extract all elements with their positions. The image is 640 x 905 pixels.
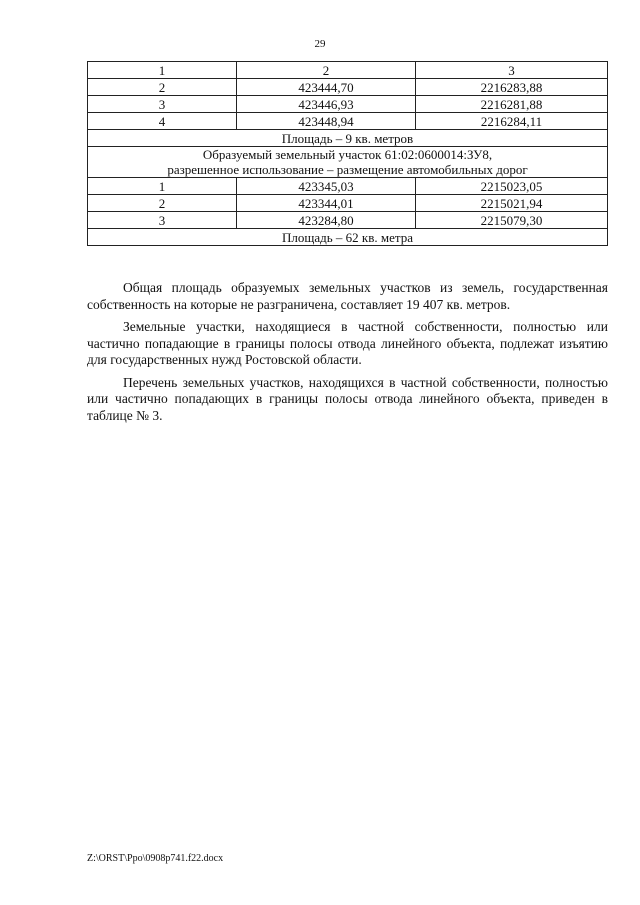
page-number: 29 <box>314 38 326 50</box>
y-coordinate-cell: 2215023,05 <box>416 178 608 195</box>
table-header-cell: 1 <box>88 62 237 79</box>
x-coordinate-cell: 423446,93 <box>237 96 416 113</box>
point-number-cell: 4 <box>88 113 237 130</box>
y-coordinate-cell: 2215021,94 <box>416 195 608 212</box>
point-number-cell: 2 <box>88 79 237 96</box>
point-number-cell: 2 <box>88 195 237 212</box>
y-coordinate-cell: 2215079,30 <box>416 212 608 229</box>
table-header-cell: 3 <box>416 62 608 79</box>
area-cell: Площадь – 9 кв. метров <box>88 130 608 147</box>
plot-title-line: Образуемый земельный участок 61:02:0600014:ЗУ8, <box>202 147 493 162</box>
table-row <box>88 96 608 113</box>
paragraph: Перечень земельных участков, находящихся в частной собственности, полностью или частично попадающих в границы полосы отвода линейного объекта, приведен в таблице № 3. <box>87 374 608 423</box>
x-coordinate-cell: 423344,01 <box>237 195 416 212</box>
x-coordinate-cell: 423345,03 <box>237 178 416 195</box>
area-row <box>88 130 608 147</box>
table-row <box>88 178 608 195</box>
x-coordinate-cell: 423444,70 <box>237 79 416 96</box>
table-row <box>88 79 608 96</box>
point-number-cell: 3 <box>88 96 237 113</box>
y-coordinate-cell: 2216281,88 <box>416 96 608 113</box>
table-header-row <box>88 62 608 79</box>
plot-title-cell <box>88 147 608 178</box>
y-coordinate-cell: 2216283,88 <box>416 79 608 96</box>
area-cell: Площадь – 62 кв. метра <box>88 229 608 246</box>
paragraph: Земельные участки, находящиеся в частной собственности, полностью или частично попадающие в границы полосы отвода линейного объекта, подлежат изъятию для государственных нужд Ростовской области. <box>87 319 608 367</box>
table-header-cell: 2 <box>237 62 416 79</box>
x-coordinate-cell: 423284,80 <box>237 212 416 229</box>
paragraph: Общая площадь образуемых земельных участков из земель, государственная собственность на которые не разграничена, составляет 19 407 кв. метров. <box>87 280 608 312</box>
table-row <box>88 113 608 130</box>
coordinates-table <box>87 61 608 246</box>
plot-usage-line: разрешенное использование – размещение автомобильных дорог <box>167 162 528 177</box>
table-row <box>88 212 608 229</box>
table-row <box>88 195 608 212</box>
plot-title-row <box>88 147 608 178</box>
body-text <box>87 280 608 430</box>
area-row <box>88 229 608 246</box>
point-number-cell: 1 <box>88 178 237 195</box>
x-coordinate-cell: 423448,94 <box>237 113 416 130</box>
y-coordinate-cell: 2216284,11 <box>416 113 608 130</box>
footer-file-path: Z:\ORST\Ppo\0908p741.f22.docx <box>87 853 224 864</box>
point-number-cell: 3 <box>88 212 237 229</box>
